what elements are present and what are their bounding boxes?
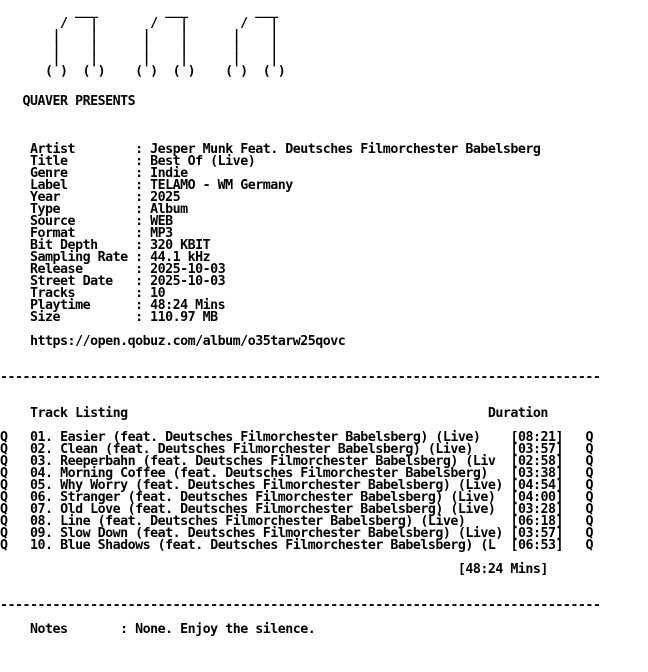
info-key: Label (30, 178, 68, 193)
info-key: Sampling Rate (30, 250, 128, 265)
track-number: 10. (30, 538, 53, 553)
track-list (0, 432, 593, 552)
track-duration: [03:28] (510, 502, 563, 517)
ascii-art-line: / | / | / | (0, 16, 278, 31)
border-char-right: Q (585, 490, 594, 505)
border-char-right: Q (585, 538, 594, 553)
border-char-left: Q (0, 490, 8, 505)
info-key: Format (30, 226, 76, 241)
notes-key: Notes (30, 622, 68, 637)
track-duration: [04:00] (510, 490, 563, 505)
track-duration: [08:21] (510, 430, 563, 445)
track-title: Blue Shadows (feat. Deutsches Filmorchester Babelsberg) (L (60, 538, 496, 553)
info-key: Bit Depth (30, 238, 98, 253)
total-playtime (0, 564, 548, 576)
info-key: Source (30, 214, 76, 229)
info-value: 48:24 Mins (150, 298, 226, 313)
release-info (0, 144, 540, 324)
track-number: 02. (30, 442, 53, 457)
track-row (0, 540, 593, 552)
info-key: Type (30, 202, 61, 217)
border-char-left: Q (0, 514, 8, 529)
track-title: Morning Coffee (feat. Deutsches Filmorchester Babelsberg) (60, 466, 488, 481)
track-number: 08. (30, 514, 53, 529)
info-value: TELAMO - WM Germany (150, 178, 293, 193)
info-value: 44.1 kHz (150, 250, 211, 265)
info-row-artist: Artist : Jesper Munk Feat. Deutsches Filmorchester Babelsberg (30, 142, 541, 157)
border-char-right: Q (585, 502, 594, 517)
track-number: 05. (30, 478, 53, 493)
track-duration: [03:57] (510, 526, 563, 541)
track-number: 07. (30, 502, 53, 517)
track-duration: [03:38] (510, 466, 563, 481)
info-key: Release (30, 262, 83, 277)
border-char-left: Q (0, 442, 8, 457)
ascii-art-line: ( ) ( ) ( ) ( ) ( ) ( ) (0, 64, 286, 79)
info-row-title: Title : Best Of (Live) (30, 154, 256, 169)
track-title: Easier (feat. Deutsches Filmorchester Babelsberg) (Live) (60, 430, 481, 445)
border-char-right: Q (585, 454, 594, 469)
info-row-sampling-rate: Sampling Rate : 44.1 kHz (30, 250, 211, 265)
info-row-type: Type : Album (30, 202, 188, 217)
border-char-right: Q (585, 430, 594, 445)
info-row-format: Format : MP3 (30, 226, 173, 241)
info-row-source: Source : WEB (30, 214, 173, 229)
ascii-logo (0, 6, 285, 78)
info-key: Playtime (30, 298, 91, 313)
track-number: 03. (30, 454, 53, 469)
info-value: 2025-10-03 (150, 274, 226, 289)
track-number: 01. (30, 430, 53, 445)
track-listing-header (0, 408, 548, 420)
info-value: 320 KBIT (150, 238, 211, 253)
info-key: Year (30, 190, 61, 205)
track-duration: [02:58] (510, 454, 563, 469)
track-title: Stranger (feat. Deutsches Filmorchester Babelsberg) (Live) (60, 490, 496, 505)
info-row-street-date: Street Date : 2025-10-03 (30, 274, 226, 289)
info-value: Jesper Munk Feat. Deutsches Filmorchester Babelsberg (150, 142, 541, 157)
info-row-label: Label : TELAMO - WM Germany (30, 178, 293, 193)
border-char-left: Q (0, 466, 8, 481)
border-char-left: Q (0, 454, 8, 469)
border-char-right: Q (585, 466, 594, 481)
info-key: Artist (30, 142, 76, 157)
ascii-art-line: | | | | | | (0, 52, 278, 67)
info-key: Street Date (30, 274, 113, 289)
track-duration: [04:54] (510, 478, 563, 493)
border-char-right: Q (585, 514, 594, 529)
info-value: Album (150, 202, 188, 217)
border-char-left: Q (0, 538, 8, 553)
track-number: 06. (30, 490, 53, 505)
border-char-left: Q (0, 478, 8, 493)
border-char-left: Q (0, 526, 8, 541)
info-value: 2025 (150, 190, 181, 205)
info-key: Title (30, 154, 68, 169)
presents-line (0, 96, 135, 108)
separator-line: -------------------------------------------------------------------------------- (0, 598, 601, 613)
track-title: Clean (feat. Deutsches Filmorchester Babelsberg) (Live) (60, 442, 473, 457)
track-listing-title: Track Listing (30, 406, 128, 421)
album-url-text[interactable]: https://open.qobuz.com/album/o35tarw25qovc (30, 334, 346, 349)
info-value: 2025-10-03 (150, 262, 226, 277)
info-key: Tracks (30, 286, 76, 301)
border-char-right: Q (585, 478, 594, 493)
info-value: MP3 (150, 226, 173, 241)
info-value: Indie (150, 166, 188, 181)
separator-bottom (0, 600, 600, 612)
info-row-playtime: Playtime : 48:24 Mins (30, 298, 226, 313)
info-row-bit-depth: Bit Depth : 320 KBIT (30, 238, 211, 253)
ascii-art-line: | | | | | | (0, 28, 278, 43)
info-row-size: Size : 110.97 MB (30, 310, 218, 325)
duration-header: Duration (487, 406, 548, 421)
album-url[interactable] (0, 336, 345, 348)
total-playtime-text: [48:24 Mins] (457, 562, 548, 577)
info-value: WEB (150, 214, 173, 229)
info-value: Best Of (Live) (150, 154, 256, 169)
ascii-art-line: ___ ___ ___ (0, 4, 278, 19)
separator-top (0, 372, 600, 384)
presents-text: QUAVER PRESENTS (22, 94, 136, 109)
border-char-left: Q (0, 430, 8, 445)
track-duration: [03:57] (510, 442, 563, 457)
notes-line: Notes : None. Enjoy the silence. (30, 622, 316, 637)
info-key: Size (30, 310, 61, 325)
track-title: Slow Down (feat. Deutsches Filmorchester Babelsberg) (Live) (60, 526, 503, 541)
ascii-art-line: | | | | | | (0, 40, 278, 55)
track-title: Why Worry (feat. Deutsches Filmorchester Babelsberg) (Live) (60, 478, 503, 493)
info-row-tracks: Tracks : 10 (30, 286, 166, 301)
track-title: Reeperbahn (feat. Deutsches Filmorchester Babelsberg) (Liv (60, 454, 496, 469)
track-duration: [06:18] (510, 514, 563, 529)
info-row-release: Release : 2025-10-03 (30, 262, 226, 277)
info-row-year: Year : 2025 (30, 190, 181, 205)
track-title: Line (feat. Deutsches Filmorchester Babelsberg) (Live) (60, 514, 466, 529)
track-title: Old Love (feat. Deutsches Filmorchester Babelsberg) (Live) (60, 502, 496, 517)
notes-value: None. Enjoy the silence. (135, 622, 316, 637)
info-row-genre: Genre : Indie (30, 166, 188, 181)
separator-line: -------------------------------------------------------------------------------- (0, 370, 601, 385)
track-number: 04. (30, 466, 53, 481)
info-value: 10 (150, 286, 166, 301)
border-char-left: Q (0, 502, 8, 517)
track-number: 09. (30, 526, 53, 541)
info-value: 110.97 MB (150, 310, 218, 325)
border-char-right: Q (585, 526, 594, 541)
border-char-right: Q (585, 442, 594, 457)
info-key: Genre (30, 166, 68, 181)
track-duration: [06:53] (510, 538, 563, 553)
